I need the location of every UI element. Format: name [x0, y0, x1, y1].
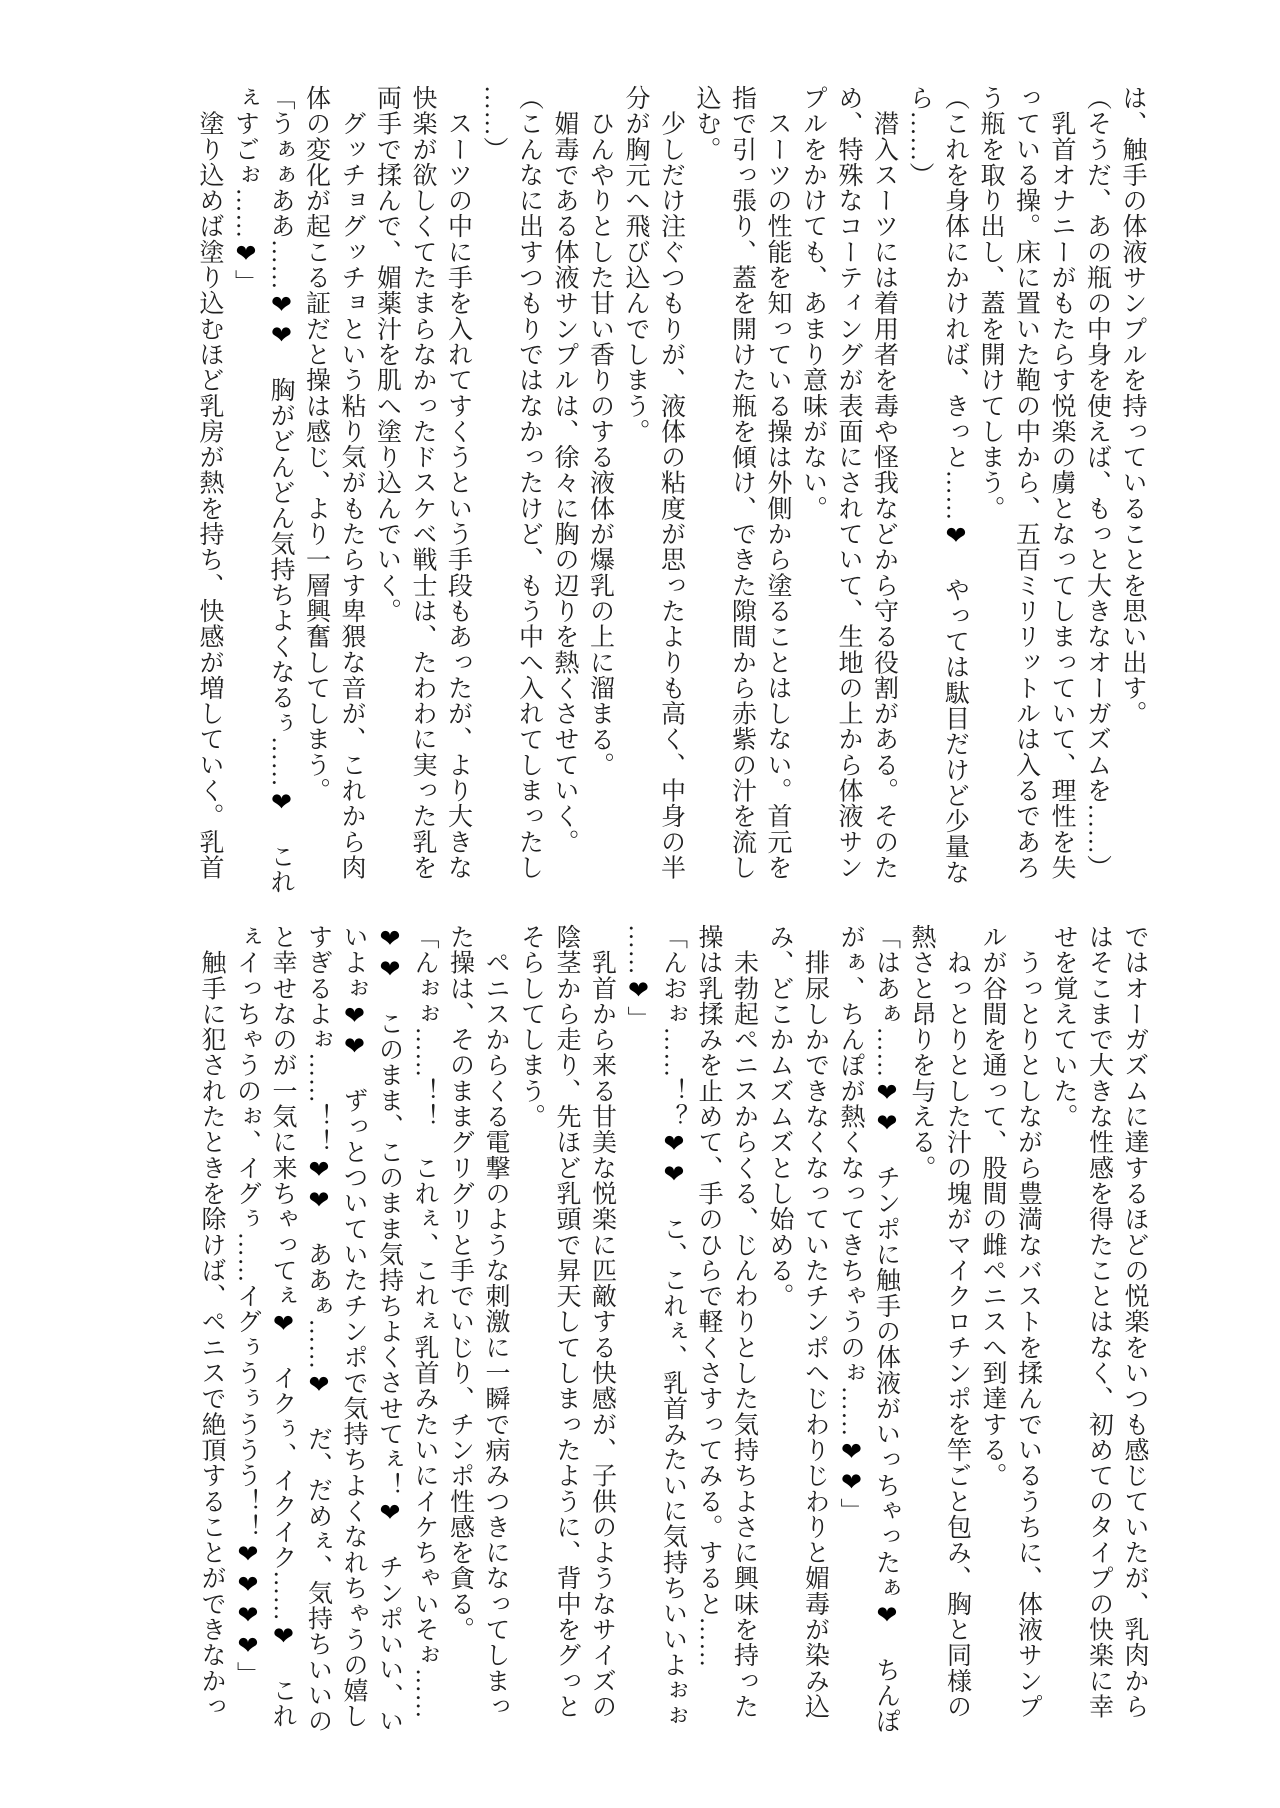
- text-column: 未勃起ペニスからくる、じんわりとした気持ちよさに興味を持った: [730, 924, 758, 1720]
- text-column: 体の変化が起こる証だと操は感じ、より一層興奮してしまう。: [302, 85, 330, 804]
- text-column: せを覚えていた。: [1050, 924, 1077, 1130]
- text-column: いよぉ❤❤ ずっとついていたチンポで気持ちよくなれちゃうの嬉し: [340, 924, 367, 1729]
- text-column: 「はあぁ……❤❤ チンポに触手の体液がいっちゃったぁ❤ ちんぽ: [872, 924, 900, 1734]
- text-column: 塗り込めば塗り込むほど乳房が熱を持ち、快感が増していく。乳首: [196, 85, 223, 881]
- heart-icon: ❤: [375, 1498, 403, 1529]
- heart-icon: ❤❤: [837, 1437, 864, 1498]
- text-column: ルが谷間を通って、股間の雌ペニスへ到達する。: [979, 924, 1006, 1489]
- text-column: み、どこかムズムズとし始める。: [766, 924, 793, 1309]
- top-text-block: [192, 85, 1151, 895]
- text-column: ひんやりとした甘い香りのする液体が爆乳の上に溜まる。: [586, 85, 614, 778]
- text-column: 熱さと昂りを与える。: [908, 924, 935, 1181]
- text-column: （そうだ、あの瓶の中身を使えば、もっと大きなオーガズムを……）: [1083, 85, 1111, 881]
- bottom-text-block: [194, 924, 1153, 1734]
- text-column: 乳首から来る甘美な悦楽に匹敵する快感が、子供のようなサイズの: [588, 924, 616, 1720]
- text-column: ら……）: [906, 85, 933, 188]
- text-column: （こんなに出すつもりではなかったけど、もう中へ入れてしまったし: [515, 85, 543, 881]
- text-column: 媚毒である体液サンプルは、徐々に胸の辺りを熱くさせていく。: [551, 85, 578, 855]
- heart-icon: ❤❤: [340, 1000, 367, 1062]
- heart-icon: ❤: [304, 1369, 332, 1401]
- text-column: 少しだけ注ぐつもりが、液体の粘度が思ったよりも高く、中身の半: [657, 85, 685, 881]
- text-column: ではオーガズムに達するほどの悦楽をいつも感じていたが、乳肉から: [1121, 924, 1148, 1720]
- text-column: 触手に犯されたときを除けば、ペニスで絶頂することができなかっ: [198, 924, 225, 1720]
- text-column: グッチョグッチョという粘り気がもたらす卑猥な音が、これから肉: [338, 85, 365, 881]
- heart-icon: ❤: [231, 238, 259, 270]
- text-column: そらしてしまう。: [517, 924, 545, 1130]
- text-column: うっとりとしながら豊満なバストを揉んでいるうちに、体液サンプ: [1014, 924, 1042, 1720]
- text-column: 排尿しかできなくなっていたチンポへじわりじわりと媚毒が染み込: [801, 924, 829, 1720]
- text-column: ……❤」: [624, 924, 651, 1032]
- heart-icon: ❤: [941, 521, 969, 552]
- heart-icon: ❤: [872, 1600, 900, 1632]
- text-column: プルをかけても、あまり意味がない。: [799, 85, 827, 522]
- heart-icon: ❤❤: [659, 1129, 687, 1191]
- text-column: 込む。: [693, 85, 720, 162]
- text-column: 両手で揉んで、媚薬汁を肌へ塗り込んでいく。: [373, 85, 401, 624]
- text-column: は、触手の体液サンプルを持っていることを思い出す。: [1119, 85, 1146, 727]
- text-column: ねっとりとした汁の塊がマイクロチンポを竿ごと包み、胸と同様の: [943, 924, 971, 1720]
- text-column: 潜入スーツには着用者を毒や怪我などから守る役割がある。そのた: [870, 85, 898, 881]
- heart-icon: ❤: [269, 1308, 296, 1340]
- heart-icon: ❤: [267, 787, 294, 818]
- text-column: はそこまで大きな性感を得たことはなく、初めてのタイプの快楽に幸: [1085, 924, 1113, 1720]
- text-column: 陰茎から走り、先ほど乳頭で昇天してしまったように、背中をグっと: [553, 924, 580, 1720]
- heart-icon: ❤❤❤❤: [233, 1539, 261, 1662]
- text-column: がぁ、ちんぽが熱くなってきちゃうのぉ……❤❤」: [837, 924, 864, 1524]
- text-column: 分が胸元へ飛び込んでしまう。: [622, 85, 649, 445]
- text-column: ぇすごぉ……❤」: [231, 85, 259, 296]
- text-column: 「んぉぉ……！！ これぇ、これぇ乳首みたいにイケちゃいそぉ……: [411, 924, 438, 1720]
- text-column: 「うぁぁああ……❤❤ 胸がどんどん気持ちよくなるぅ……❤ これ: [267, 85, 294, 895]
- heart-icon: ❤❤: [872, 1077, 900, 1139]
- text-column: スーツの中に手を入れてすくうという手段もあったが、より大きな: [444, 85, 472, 881]
- text-column: ペニスからくる電撃のような刺激に一瞬で病みつきになってしまっ: [482, 924, 509, 1720]
- text-column: ぇイっちゃうのぉ、イグぅ……イグぅうぅううう！！❤❤❤❤」: [233, 924, 261, 1688]
- heart-icon: ❤: [269, 1621, 296, 1652]
- text-column: う瓶を取り出し、蓋を開けてしまう。: [977, 85, 1004, 522]
- text-column: （これを身体にかければ、きっと……❤ やっては駄目だけど少量な: [941, 85, 969, 886]
- text-column: 快楽が欲しくてたまらなかったドスケベ戦士は、たわわに実った乳を: [409, 85, 436, 881]
- text-column: と幸せなのが一気に来ちゃってぇ❤ イクぅ、イクイク……❤ これ: [269, 924, 296, 1729]
- text-column: 操は乳揉みを止めて、手のひらで軽くさすってみる。すると……: [695, 924, 722, 1668]
- heart-icon: ❤: [624, 975, 651, 1006]
- text-column: ❤❤ このまま、このまま気持ちよくさせてぇ！❤ チンポいい、い: [375, 924, 403, 1734]
- text-column: 乳首オナニーがもたらす悦楽の虜となってしまっていて、理性を失: [1048, 85, 1075, 881]
- text-column: スーツの性能を知っている操は外側から塗ることはしない。首元を: [764, 85, 791, 881]
- text-column: 「んおぉ……！？❤❤ こ、これぇ、乳首みたいに気持ちいいよぉぉ: [659, 924, 687, 1729]
- text-column: すぎるよぉ……！！❤❤ ああぁ……❤ だ、だめぇ、気持ちいいの: [304, 924, 332, 1734]
- heart-icon: ❤❤: [375, 924, 403, 985]
- text-column: ……）: [480, 85, 507, 162]
- text-column: っている操。床に置いた鞄の中から、五百ミリリットルは入るであろ: [1012, 85, 1040, 881]
- text-column: め、特殊なコーティングが表面にされていて、生地の上から体液サン: [835, 85, 862, 881]
- heart-icon: ❤❤: [267, 290, 294, 352]
- text-column: た操は、そのままグリグリと手でいじり、チンポ性感を貪る。: [446, 924, 474, 1643]
- heart-icon: ❤❤: [304, 1154, 332, 1216]
- text-column: 指で引っ張り、蓋を開けた瓶を傾け、できた隙間から赤紫の汁を流し: [728, 85, 756, 881]
